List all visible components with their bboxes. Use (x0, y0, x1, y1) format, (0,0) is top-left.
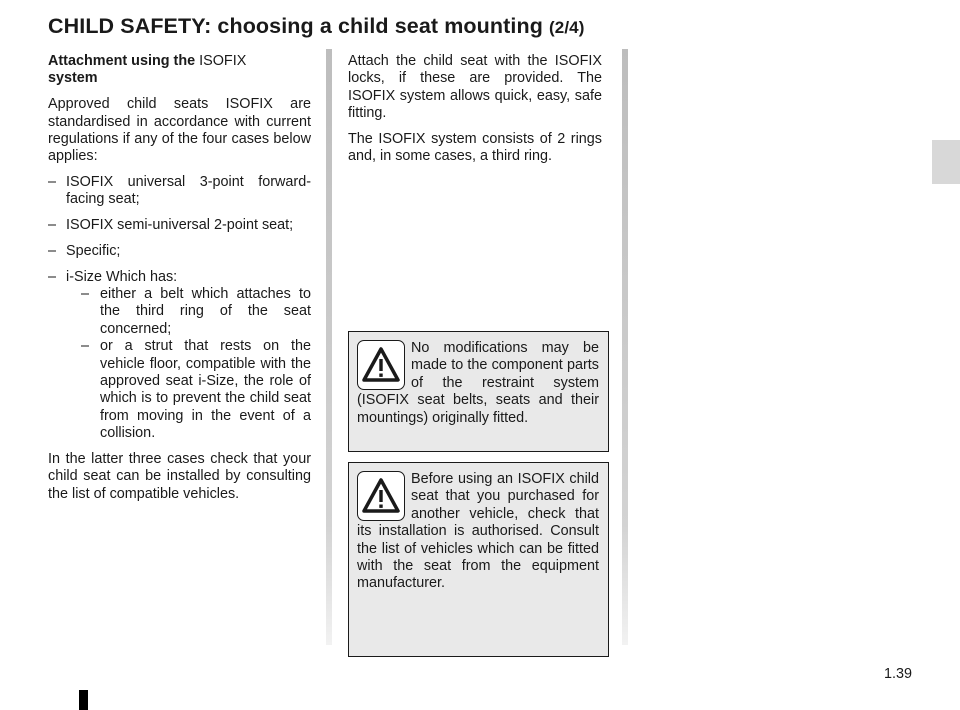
warning-text: No modifications may be made to the component parts of the restraint system (ISOFIX seat belts, seats and their mountings) originally fitted. (357, 340, 599, 426)
sub-list (66, 286, 311, 443)
page-title (48, 14, 584, 39)
crop-mark (79, 690, 88, 710)
left-column (48, 53, 311, 511)
list-item-text: ISOFIX universal 3-point forward-facing seat; (66, 174, 311, 208)
sub-list-item-text: or a strut that rests on the vehicle floor, compatible with the approved seat i-Size, the role of which is to prevent the child seat from moving in the event of a collision. (100, 338, 311, 442)
warning-box-compatibility (348, 462, 609, 657)
list-item-text: Specific; (66, 242, 121, 259)
case-list (48, 174, 311, 443)
sub-list-item (66, 338, 311, 442)
closing-paragraph: In the latter three cases check that your child seat can be installed by consulting the list of compatible vehicles. (48, 450, 311, 502)
list-item-text: ISOFIX semi-universal 2-point seat; (66, 217, 294, 234)
heading-bold: Attachment using the (48, 53, 196, 69)
right-column (348, 53, 602, 174)
right-paragraph-1: Attach the child seat with the ISOFIX locks, if these are provided. The ISOFIX system allows quick, easy, safe fitting. (348, 53, 602, 122)
list-item (48, 174, 311, 209)
heading-line2: system (48, 70, 98, 87)
warning-triangle-icon (357, 340, 405, 390)
list-item (48, 269, 311, 443)
section-heading (48, 53, 311, 88)
warning-box-modifications (348, 331, 609, 452)
warning-triangle-icon (357, 471, 405, 521)
page-number: 1.39 (883, 666, 912, 682)
right-paragraph-2: The ISOFIX system consists of 2 rings and, in some cases, a third ring. (348, 130, 602, 165)
sub-list-item (66, 286, 311, 338)
list-item (48, 243, 311, 260)
chapter-tab (932, 140, 960, 184)
list-item-text: – i-Size Which has: (66, 268, 178, 285)
column-divider-left (326, 49, 332, 645)
sub-list-item-text: either a belt which attaches to the third ring of the seat concerned; (100, 285, 311, 337)
warning-text: Before using an ISOFIX child seat that you purchased for another vehicle, check that its installation is authorised. Consult the list of vehicles which can be fitted with the seat from the equipment manufacturer. (357, 471, 599, 592)
column-divider-right (622, 49, 628, 645)
title-main: CHILD SAFETY: choosing a child seat mounting (48, 14, 543, 38)
intro-paragraph: Approved child seats ISOFIX are standardised in accordance with current regulations if any of the four cases below applies: (48, 96, 311, 165)
heading-plain: ISOFIX (199, 53, 247, 69)
title-part: (2/4) (549, 18, 585, 37)
list-item (48, 217, 311, 234)
